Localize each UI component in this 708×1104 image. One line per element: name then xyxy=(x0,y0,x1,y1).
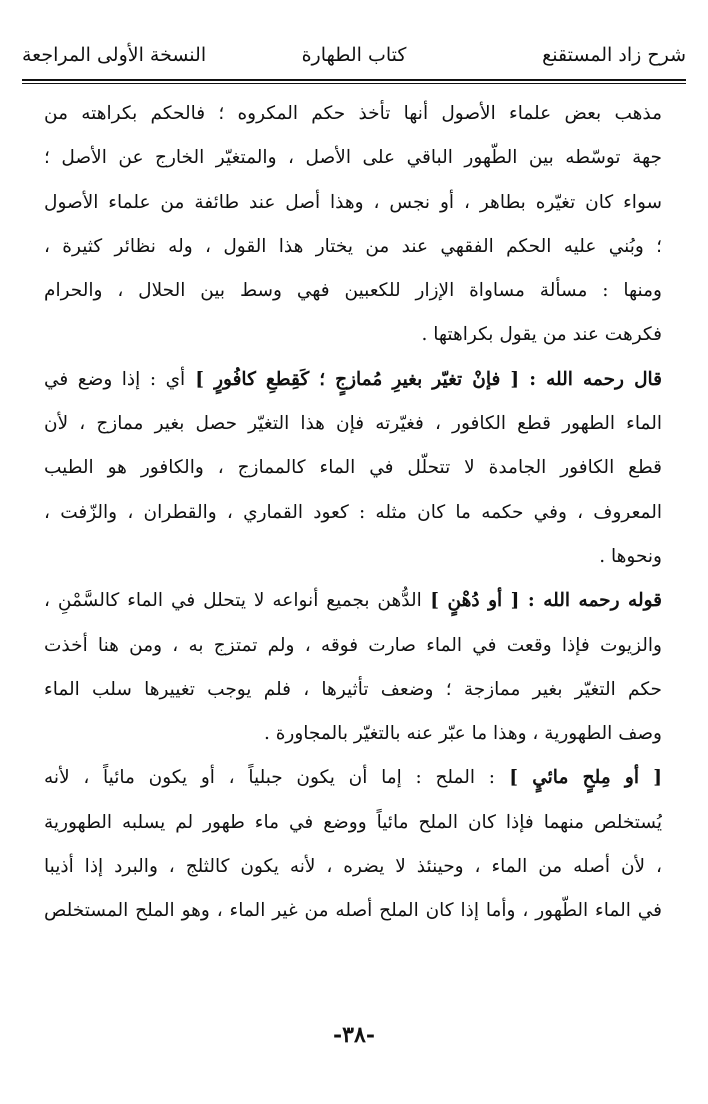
text-line xyxy=(44,845,662,889)
line-text: سواء كان تغيّره بطاهر ، أو نجس ، وهذا أصل عند طائفة من علماء الأصول xyxy=(44,191,662,213)
line-text: ومنها : مسألة مساواة الإزار للكعبين فهي وسط بين الحلال ، والحرام xyxy=(44,280,662,302)
line-text: قطع الكافور الجامدة لا تتحلّل في الماء كالممازج ، والكافور هو الطيب xyxy=(44,457,662,479)
chapter-title: كتاب الطهارة xyxy=(301,44,407,66)
line-heading: قوله رحمه الله : [ أو دُهْنٍ ] xyxy=(421,590,662,612)
text-line xyxy=(44,181,662,225)
line-heading: قال رحمه الله : [ فإنْ تغيّر بغيرِ مُمازجٍ ؛ كَقِطعِ كافُورٍ ] xyxy=(185,368,662,390)
text-line xyxy=(44,402,662,446)
text-line xyxy=(44,624,662,668)
line-text: مذهب بعض علماء الأصول أنها تأخذ حكم المكروه ؛ فالحكم بكراهته من xyxy=(44,103,662,124)
header-rule-thin xyxy=(22,83,686,84)
text-line xyxy=(44,579,662,623)
line-text: فكرهت عند من يقول بكراهتها . xyxy=(421,324,662,346)
line-heading: [ أو مِلحٍ مائيٍ ] xyxy=(494,767,662,789)
line-text: جهة توسّطه بين الطّهور الباقي على الأصل ، والمتغيّر الخارج عن الأصل ؛ xyxy=(44,147,662,169)
line-text: ونحوها . xyxy=(599,545,662,567)
page-number: -٣٨- xyxy=(333,1022,375,1048)
book-title: شرح زاد المستقنع xyxy=(542,44,686,66)
text-line xyxy=(44,668,662,712)
text-line xyxy=(44,225,662,269)
line-text: وصف الطهورية ، وهذا ما عبّر عنه بالتغيّر بالمجاورة . xyxy=(263,723,662,745)
text-line xyxy=(44,92,662,136)
line-text: ؛ وبُني عليه الحكم الفقهي عند من يختار هذا القول ، وله نظائر كثيرة ، xyxy=(44,235,662,257)
text-line xyxy=(44,313,662,357)
page-body xyxy=(44,92,662,934)
line-text: حكم التغيّر بغير ممازجة ؛ وضعف تأثيرها ، فلم يوجب تغييرها سلب الماء xyxy=(44,678,662,700)
header-rule xyxy=(22,79,686,81)
edition-note: النسخة الأولى المراجعة xyxy=(22,44,207,66)
line-text: يُستخلص منهما فإذا كان الملح مائياً ووضع في ماء طهور لم يسلبه الطهورية xyxy=(44,811,662,833)
line-text: الماء الطهور قطع الكافور ، فغيّرته فإن هذا التغيّر حصل بغير ممازج ، لأن xyxy=(44,413,662,435)
text-line xyxy=(44,801,662,845)
line-text: المعروف ، وفي حكمه ما كان مثله : كعود القماري ، والقطران ، والزّفت ، xyxy=(44,501,662,523)
text-line xyxy=(44,446,662,490)
text-line xyxy=(44,712,662,756)
line-text: : الملح : إما أن يكون جبلياً ، أو يكون مائياً ، لأنه xyxy=(44,767,495,789)
line-text: الدُّهن بجميع أنواعه لا يتحلل في الماء كالسَّمْنِ ، xyxy=(44,590,422,612)
text-line xyxy=(44,756,662,800)
text-line xyxy=(44,136,662,180)
running-header xyxy=(22,36,686,76)
line-text: ، لأن أصله من الماء ، وحينئذ لا يضره ، لأنه يكون كالثلج ، والبرد إذا أذيبا xyxy=(44,856,662,878)
line-text: والزيوت فإذا وقعت في الماء صارت فوقه ، ولم تمتزج به ، ومن هنا أخذت xyxy=(44,634,662,656)
text-line xyxy=(44,269,662,313)
text-line xyxy=(44,535,662,579)
text-line xyxy=(44,491,662,535)
text-line xyxy=(44,889,662,933)
text-line xyxy=(44,358,662,402)
line-text: أي : إذا وضع في xyxy=(44,368,186,390)
line-text: في الماء الطّهور ، وأما إذا كان الملح أصله من غير الماء ، وهو الملح المستخلص xyxy=(44,900,662,922)
